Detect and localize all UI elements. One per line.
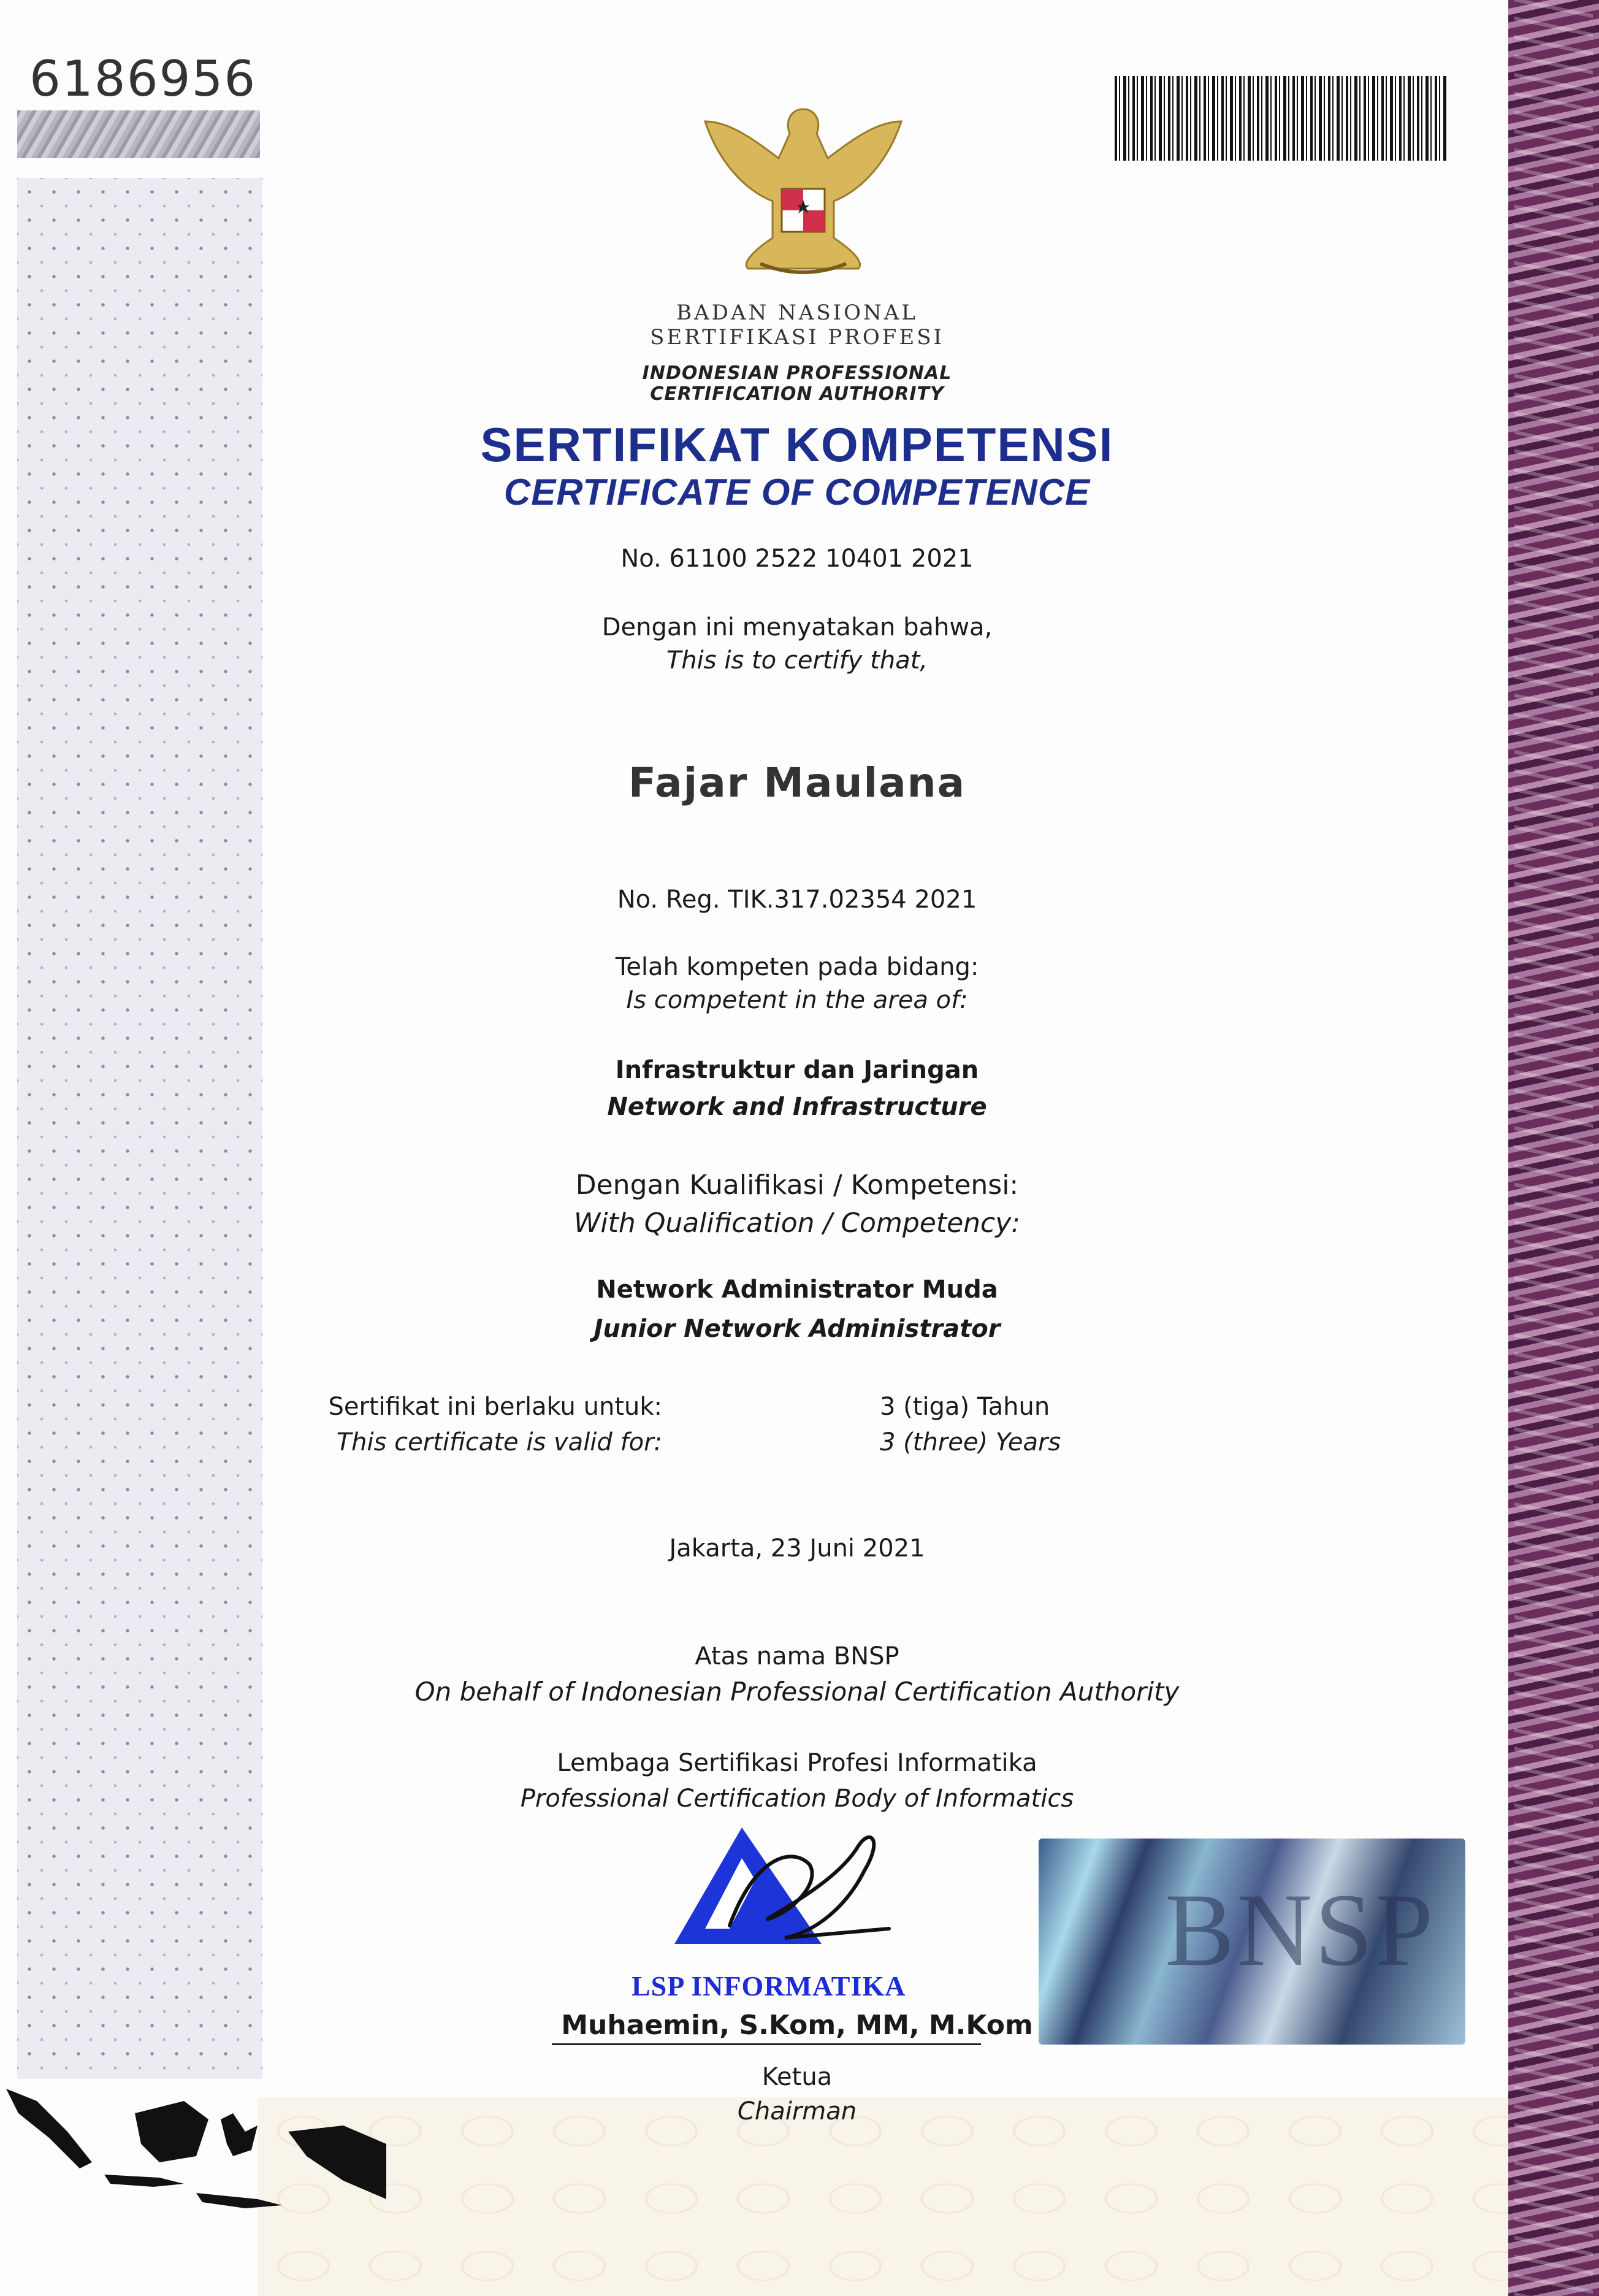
certification-body-id: Lembaga Sertifikasi Profesi Informatika <box>557 1749 1037 1777</box>
qualification-en: Junior Network Administrator <box>593 1315 1001 1343</box>
competent-text-id: Telah kompeten pada bidang: <box>615 953 979 981</box>
place-date: Jakarta, 23 Juni 2021 <box>669 1534 925 1563</box>
indonesia-map-icon <box>0 2076 392 2230</box>
certification-body-en: Professional Certification Body of Informatics <box>520 1785 1074 1813</box>
certificate-title: SERTIFIKAT KOMPETENSI <box>480 418 1114 472</box>
registration-number: No. Reg. TIK.317.02354 2021 <box>617 886 977 914</box>
certificate-number: No. 61100 2522 10401 2021 <box>620 545 974 573</box>
qualification-label-en: With Qualification / Competency: <box>573 1207 1021 1239</box>
validity-label-id: Sertifikat ini berlaku untuk: <box>328 1393 662 1421</box>
validity-value-id: 3 (tiga) Tahun <box>880 1393 1050 1421</box>
area-en: Network and Infrastructure <box>607 1093 987 1121</box>
bnsp-hologram-text: BNSP <box>1165 1872 1436 1988</box>
qualification-id: Network Administrator Muda <box>596 1276 998 1304</box>
area-id: Infrastruktur dan Jaringan <box>615 1056 979 1084</box>
signatory-name: Muhaemin, S.Kom, MM, M.Kom <box>561 2010 1033 2041</box>
serial-number: 6186956 <box>29 50 257 107</box>
garuda-emblem-icon <box>699 85 907 281</box>
authority-name-id-line1: BADAN NASIONAL <box>676 300 918 325</box>
signatory-title-en: Chairman <box>737 2097 857 2126</box>
certify-text-en: This is to certify that, <box>666 646 928 675</box>
barcode <box>1115 76 1448 161</box>
on-behalf-id: Atas nama BNSP <box>695 1642 899 1670</box>
holder-name: Fajar Maulana <box>628 759 966 806</box>
signature-line <box>552 2043 981 2045</box>
signatory-title-id: Ketua <box>761 2063 833 2091</box>
authority-name-id-line2: SERTIFIKASI PROFESI <box>650 325 944 350</box>
security-band <box>17 110 260 158</box>
competent-text-en: Is competent in the area of: <box>626 986 968 1014</box>
security-pattern-strip <box>17 178 262 2079</box>
guilloche-border-highlight <box>1514 0 1593 2296</box>
certify-text-id: Dengan ini menyatakan bahwa, <box>601 613 993 641</box>
qualification-label-id: Dengan Kualifikasi / Kompetensi: <box>575 1169 1019 1201</box>
validity-label-en: This certificate is valid for: <box>336 1428 662 1456</box>
certificate-subtitle: CERTIFICATE OF COMPETENCE <box>503 472 1091 513</box>
authority-name-en-line1: INDONESIAN PROFESSIONAL <box>642 362 952 384</box>
lsp-stamp-label: LSP INFORMATIKA <box>632 1970 906 2002</box>
validity-value-en: 3 (three) Years <box>880 1428 1061 1456</box>
authority-name-en-line2: CERTIFICATION AUTHORITY <box>650 383 944 405</box>
on-behalf-en: On behalf of Indonesian Professional Certification Authority <box>414 1677 1180 1707</box>
